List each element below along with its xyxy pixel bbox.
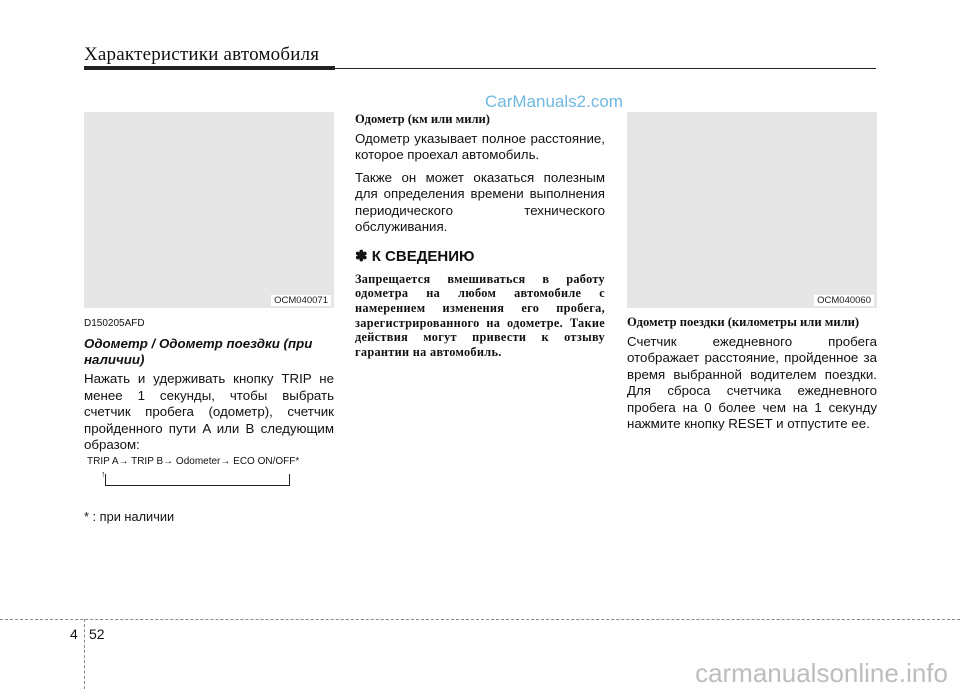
middle-column [355, 112, 605, 359]
left-column [84, 316, 334, 459]
footer-vertical-rule [84, 619, 85, 689]
trip-title: Одометр поездки (километры или мили) [627, 315, 860, 329]
watermark-bottom: carmanualsonline.info [695, 658, 948, 688]
section-title: Одометр / Одометр поездки (при наличии) [84, 336, 313, 368]
page-number: 52 [89, 626, 105, 642]
notice-title: ✽ К СВЕДЕНИЮ [355, 248, 475, 266]
image-label: OCM040060 [814, 295, 874, 306]
left-paragraph: Нажать и удерживать кнопку TRIP не менее 1 секунды, чтобы выбрать счетчик пробега (одометр), счетчик пройденного пути A или B следующим образом: [84, 371, 334, 453]
arrow-up-icon: ↑ [101, 469, 106, 479]
header-rule-thin [335, 68, 876, 69]
watermark-top: CarManuals2.com [485, 92, 623, 111]
header-rule-thick [84, 66, 335, 70]
page-header-title: Характеристики автомобиля [84, 44, 320, 65]
sequence-return-arrow [105, 474, 290, 486]
footnote: * : при наличии [84, 509, 175, 524]
trip-sequence: TRIP A→ TRIP B→ Odometer→ ECO ON/OFF* [87, 456, 300, 467]
odometer-paragraph-2: Также он может оказаться полезным для определения времени выполнения периодического технического обслуживания. [355, 169, 605, 235]
odometer-image [84, 112, 334, 308]
right-column [627, 315, 877, 438]
trip-paragraph: Счетчик ежедневного пробега отображает расстояние, пройденное за время выбранной водителем поездки. Для сброса счетчика ежедневного пробега на 0 более чем на 1 секунду нажмите кнопку RESET и отпустите ее. [627, 334, 877, 432]
chapter-number: 4 [70, 626, 78, 642]
trip-odometer-image [627, 112, 877, 308]
footer-rule [0, 619, 960, 620]
notice-body: Запрещается вмешиваться в работу одометра на любом автомобиле с намерением изменения его пробега, зарегистрированного на одометре. Такие действия могут привести к отзыву гарантии на автомобиль. [355, 271, 605, 359]
image-label: OCM040071 [271, 295, 331, 306]
odometer-paragraph-1: Одометр указывает полное расстояние, которое проехал автомобиль. [355, 131, 605, 163]
odometer-title: Одометр (км или мили) [355, 112, 490, 126]
section-code: D150205AFD [84, 318, 145, 329]
